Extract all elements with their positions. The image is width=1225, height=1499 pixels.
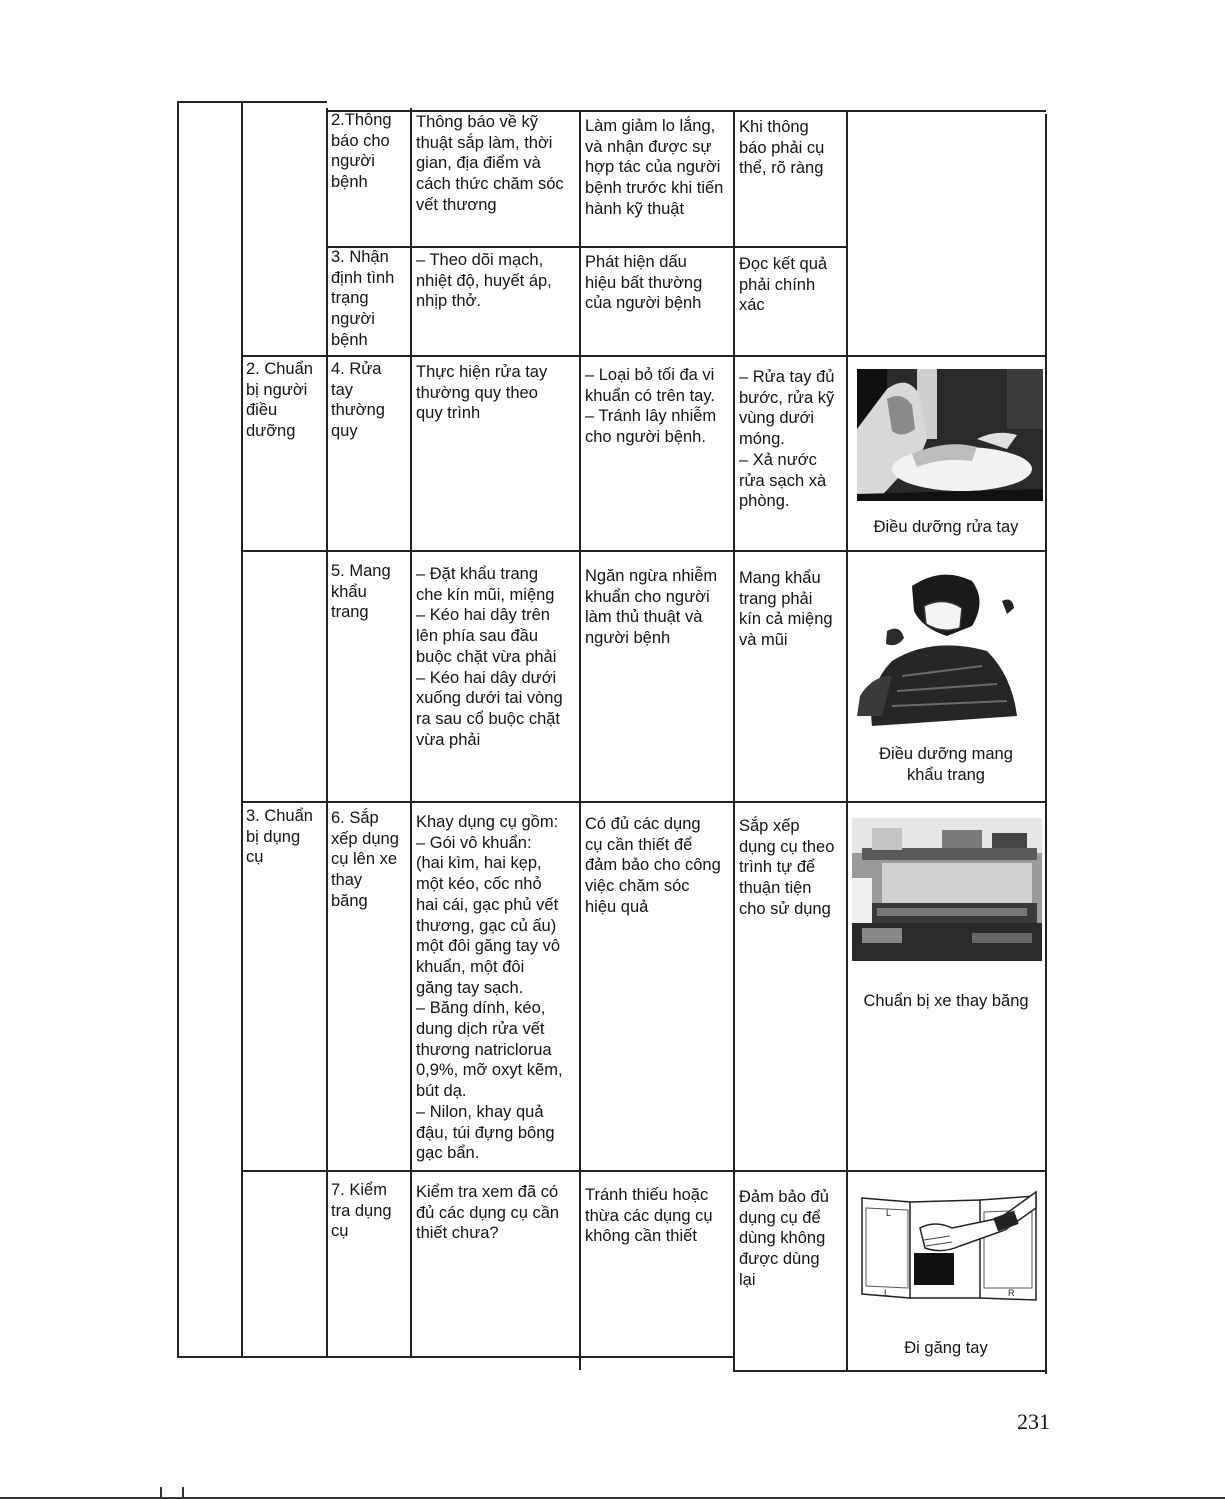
method-cell: – Theo dõi mạch, nhiệt độ, huyết áp, nhịp thở.: [416, 251, 552, 311]
note-cell: Sắp xếp dụng cụ theo trình tự để thuận tiện cho sử dụng: [739, 817, 835, 918]
row-rule-5: [241, 801, 1046, 803]
step-cell: 4. Rửa tay thường quy: [331, 360, 385, 441]
handwashing-photo: [857, 369, 1043, 501]
purpose-cell: Làm giảm lo lắng, và nhận được sự hợp tác của người bệnh trước khi tiến hành kỹ thuật: [585, 117, 724, 218]
purpose-cell: Có đủ các dụng cụ cần thiết để đảm bảo cho công việc chăm sóc hiệu quả: [585, 815, 721, 916]
note-cell: Đọc kết quả phải chính xác: [739, 255, 828, 315]
table-rule-col5: [733, 112, 735, 1370]
row-rule-6: [241, 1170, 1046, 1172]
note-cell: Mang khẩu trang phải kín cả miệng và mũi: [739, 569, 833, 650]
row-rule-4: [241, 550, 1046, 552]
step-cell: 6. Sắp xếp dụng cụ lên xe thay băng: [331, 809, 399, 910]
photo-caption: Điều dưỡng rửa tay: [873, 518, 1019, 536]
step-cell: 7. Kiểm tra dụng cụ: [331, 1181, 392, 1241]
method-cell: Thông báo về kỹ thuật sắp làm, thời gian, địa điểm và cách thức chăm sóc vết thương: [416, 113, 564, 214]
photo-caption: Đi găng tay: [904, 1339, 988, 1357]
section-cell: 2. Chuẩn bị người điều dưỡng: [246, 360, 313, 441]
table-rule-col4: [579, 110, 581, 1370]
purpose-cell: Phát hiện dấu hiệu bất thường của người bệnh: [585, 253, 703, 313]
step-cell: 2.Thông báo cho người bệnh: [331, 111, 392, 192]
photo-caption: Điều dưỡng mang khẩu trang: [879, 745, 1013, 784]
step-cell: 5. Mang khẩu trang: [331, 562, 391, 622]
dressing-cart-photo: [852, 818, 1042, 961]
photo-caption: Chuẩn bị xe thay băng: [863, 992, 1029, 1010]
table-border-top: [177, 101, 327, 103]
glove-pack-label: L: [886, 1208, 892, 1218]
table-border-bottom-right: [733, 1370, 1046, 1372]
method-cell: Khay dụng cụ gồm: – Gói vô khuẩn: (hai kìm, hai kẹp, một kéo, cốc nhỏ hai cái, gạc phủ vết thương, gạc củ ấu) một đôi găng tay vô khuẩn, một đôi găng tay sạch. – Băng dính, kéo, dung dịch rửa vết thương natriclorua 0,9%, mỡ oxyt kẽm, bút dạ. – Nilon, khay quả đậu, túi đựng bông gạc bẩn.: [416, 813, 563, 1163]
section-cell: 3. Chuẩn bị dụng cụ: [246, 807, 313, 867]
glove-pack-label: R: [1008, 1288, 1015, 1298]
method-cell: – Đặt khẩu trang che kín mũi, miệng – Kéo hai dây trên lên phía sau đầu buộc chặt vừa phải – Kéo hai dây dưới xuống dưới tai vòng ra sau cổ buộc chặt vừa phải: [416, 565, 563, 749]
step-cell: 3. Nhận định tình trạng người bệnh: [331, 248, 395, 349]
table-rule-col6: [846, 112, 848, 1372]
table-border-left: [177, 101, 179, 1358]
note-cell: Khi thông báo phải cụ thể, rõ ràng: [739, 118, 825, 178]
purpose-cell: Tránh thiếu hoặc thừa các dụng cụ không cần thiết: [585, 1186, 713, 1246]
method-cell: Kiểm tra xem đã có đủ các dụng cụ cần thiết chưa?: [416, 1183, 560, 1243]
page-number: 231: [1017, 1409, 1050, 1434]
table-border-right: [1045, 114, 1047, 1374]
purpose-cell: Ngăn ngừa nhiễm khuẩn cho người làm thủ thuật và người bệnh: [585, 567, 718, 648]
mask-photo: [852, 566, 1042, 732]
purpose-cell: – Loại bỏ tối đa vi khuẩn có trên tay. – Tránh lây nhiễm cho người bệnh.: [585, 366, 717, 447]
table-border-bottom: [177, 1356, 734, 1358]
method-cell: Thực hiện rửa tay thường quy theo quy trình: [416, 363, 548, 423]
glove-illustration: [860, 1188, 1040, 1306]
page-edge: [0, 1497, 1225, 1499]
glove-pack-label: L: [884, 1288, 890, 1298]
note-cell: – Rửa tay đủ bước, rửa kỹ vùng dưới móng. – Xả nước rửa sạch xà phòng.: [739, 368, 835, 511]
note-cell: Đảm bảo đủ dụng cụ để dùng không được dùng lại: [739, 1188, 829, 1289]
row-rule-3: [241, 355, 1046, 357]
